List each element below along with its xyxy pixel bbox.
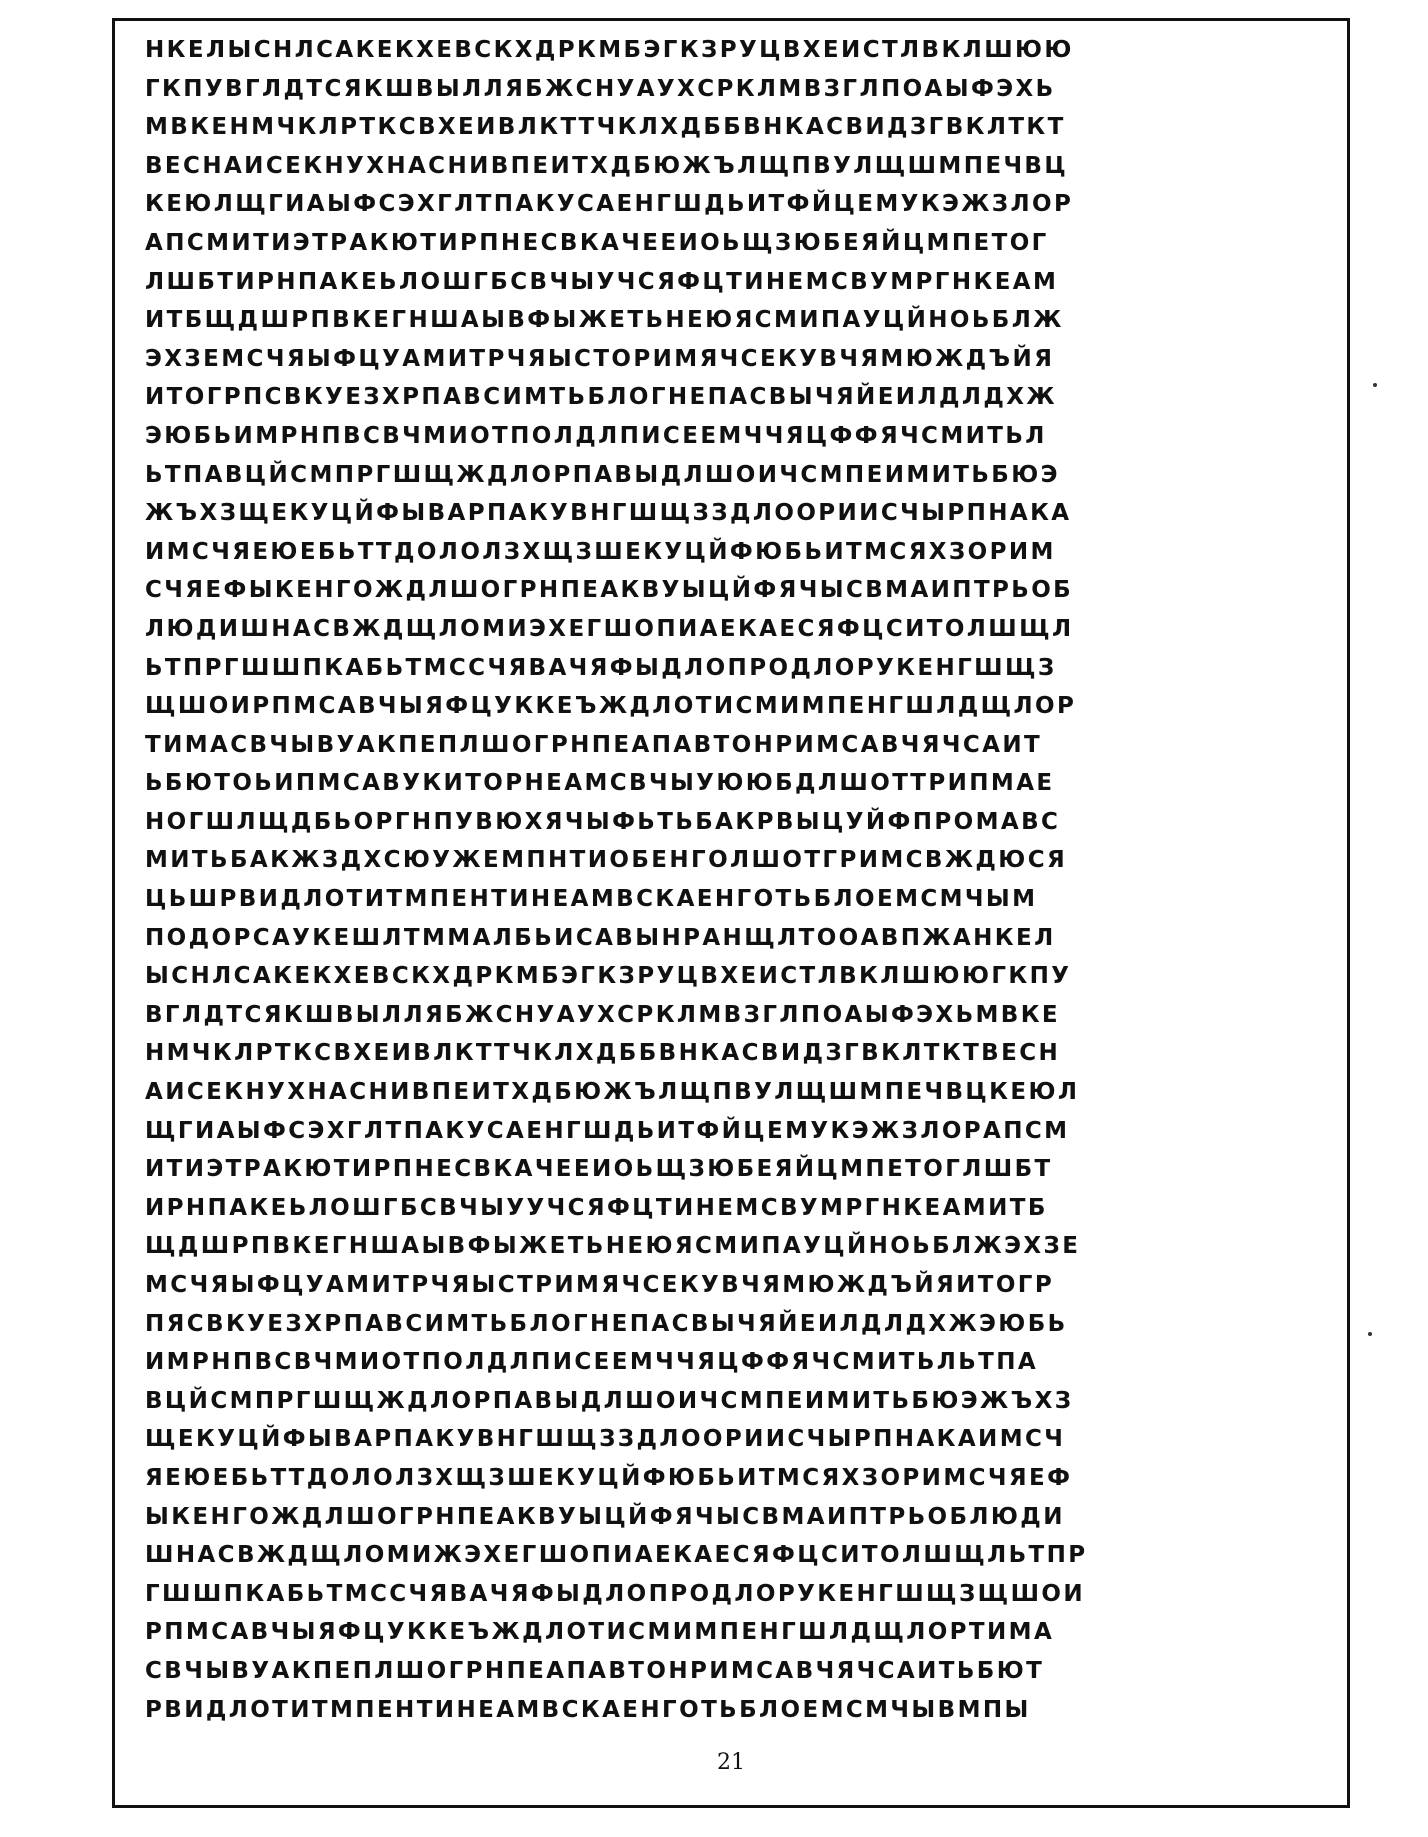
letter-row: ЩШОИРПМСАВЧЫЯФЦУККЕЪЖДЛОТИСМИМПЕНГШЛДЩЛОР — [145, 693, 1077, 720]
letter-row: НКЕЛЫСНЛСАКЕКХЕВСКХДРКМБЭГКЗРУЦВХЕИСТЛВКЛШЮЮ — [145, 37, 1074, 63]
letter-row: ИРНПАКЕЬЛОШГБСВЧЫУУЧСЯФЦТИНЕМСВУМРГНКЕАМИТБ — [145, 1194, 1048, 1221]
letter-row: ЬТПАВЦЙСМПРГШЩЖДЛОРПАВЫДЛШОИЧСМПЕИМИТЬБЮЭ — [145, 461, 1060, 488]
letter-row: ЭЮБЬИМРНПВСВЧМИОТПОЛДЛПИСЕЕМЧЧЯЦФФЯЧСМИТЬЛ — [145, 422, 1047, 449]
letter-row: ИМРНПВСВЧМИОТПОЛДЛПИСЕЕМЧЧЯЦФФЯЧСМИТЬЛЬТПА — [145, 1349, 1039, 1376]
letter-row: ВЦЙСМПРГШЩЖДЛОРПАВЫДЛШОИЧСМПЕИМИТЬБЮЭЖЪХЗ — [145, 1387, 1074, 1414]
letter-row: ТИМАСВЧЫВУАКПЕПЛШОГРНПЕАПАВТОНРИМСАВЧЯЧСАИТ — [145, 731, 1043, 758]
letter-row: ИТИЭТРАКЮТИРПНЕСВКАЧЕЕИОЬЩЗЮБЕЯЙЦМПЕТОГЛШБТ — [145, 1156, 1053, 1183]
letter-row: ЫСНЛСАКЕКХЕВСКХДРКМБЭГКЗРУЦВХЕИСТЛВКЛШЮЮГКПУ — [145, 963, 1072, 990]
letter-row: НОГШЛЩДБЬОРГНПУВЮХЯЧЫФЬТЬБАКРВЫЦУЙФПРОМАВС — [145, 808, 1061, 835]
letter-row: ЭХЗЕМСЧЯЫФЦУАМИТРЧЯЫСТОРИМЯЧСЕКУВЧЯМЮЖДЪЙЯ — [145, 345, 1055, 372]
letter-row: ШНАСВЖДЩЛОМИЖЭХЕГШОПИАЕКАЕСЯФЦСИТОЛШЩЛЬТПР — [145, 1542, 1088, 1569]
page-number: 21 — [717, 1750, 745, 1775]
letter-row: ЦЬШРВИДЛОТИТМПЕНТИНЕАМВСКАЕНГОТЬБЛОЕМСМЧЫМ — [145, 886, 1038, 913]
letter-row: ПЯСВКУЕЗХРПАВСИМТЬБЛОГНЕПАСВЫЧЯЙЕИЛДЛДХЖЭЮБЬ — [145, 1310, 1068, 1337]
letter-row: ЩДШРПВКЕГНШАЫВФЫЖЕТЬНЕЮЯСМИПАУЦЙНОЬБЛЖЭХЗЕ — [145, 1233, 1081, 1260]
letter-row: ЯЕЮЕБЬТТДОЛОЛЗХЩЗШЕКУЦЙФЮБЬИТМСЯХЗОРИМСЧЯЕФ — [145, 1464, 1073, 1491]
letter-row: АИСЕКНУХНАСНИВПЕИТХДБЮЖЪЛЩПВУЛЩШМПЕЧВЦКЕЮЛ — [145, 1079, 1080, 1106]
letter-row: ВГЛДТСЯКШВЫЛЛЯБЖСНУАУХСРКЛМВЗГЛПОАЫФЭХЬМВКЕ — [145, 1001, 1061, 1028]
letter-row: МВКЕНМЧКЛРТКСВХЕИВЛКТТЧКЛХДББВНКАСВИДЗГВКЛТКТ — [145, 114, 1066, 141]
letter-row: МСЧЯЫФЦУАМИТРЧЯЫСТРИМЯЧСЕКУВЧЯМЮЖДЪЙЯИТОГР — [145, 1272, 1055, 1298]
letter-row: ИТОГРПСВКУЕЗХРПАВСИМТЬБЛОГНЕПАСВЫЧЯЙЕИЛДЛДХЖ — [145, 384, 1057, 411]
letter-row: ИМСЧЯЕЮЕБЬТТДОЛОЛЗХЩЗШЕКУЦЙФЮБЬИТМСЯХЗОРИМ — [145, 538, 1056, 565]
stray-mark — [1373, 383, 1377, 387]
letter-row: ВЕСНАИСЕКНУХНАСНИВПЕИТХДБЮЖЪЛЩПВУЛЩШМПЕЧВЦ — [145, 152, 1069, 179]
letter-row: НМЧКЛРТКСВХЕИВЛКТТЧКЛХДББВНКАСВИДЗГВКЛТКТВЕСН — [145, 1040, 1061, 1067]
letter-row: ЖЪХЗЩЕКУЦЙФЫВАРПАКУВНГШЩЗЗДЛООРИИСЧЫРПНАКА — [145, 500, 1072, 527]
letter-grid — [145, 31, 1329, 1729]
letter-row: ЛЮДИШНАСВЖДЩЛОМИЭХЕГШОПИАЕКАЕСЯФЦСИТОЛШЩЛ — [145, 615, 1074, 642]
letter-row: ЫКЕНГОЖДЛШОГРНПЕАКВУЫЦЙФЯЧЫСВМАИПТРЬОБЛЮДИ — [145, 1503, 1065, 1530]
letter-row: СЧЯЕФЫКЕНГОЖДЛШОГРНПЕАКВУЫЦЙФЯЧЫСВМАИПТРЬОБ — [145, 577, 1074, 604]
letter-row: ГШШПКАБЬТМССЧЯВАЧЯФЫДЛОПРОДЛОРУКЕНГШЩЗЩШОИ — [145, 1580, 1085, 1607]
letter-row: ЬБЮТОЬИПМСАВУКИТОРНЕАМСВЧЫУЮЮБДЛШОТТРИПМАЕ — [145, 770, 1055, 797]
letter-row: МИТЬБАКЖЗДХСЮУЖЕМПНТИОБЕНГОЛШОТГРИМСВЖДЮСЯ — [145, 847, 1068, 874]
letter-row: АПСМИТИЭТРАКЮТИРПНЕСВКАЧЕЕИОЬЩЗЮБЕЯЙЦМПЕТОГ — [145, 229, 1049, 256]
letter-row: РВИДЛОТИТМПЕНТИНЕАМВСКАЕНГОТЬБЛОЕМСМЧЫВМПЫ — [145, 1696, 1031, 1723]
letter-row: ЩЕКУЦЙФЫВАРПАКУВНГШЩЗЗДЛООРИИСЧЫРПНАКАИМСЧ — [145, 1426, 1066, 1453]
letter-row: ПОДОРСАУКЕШЛТММАЛБЬИСАВЫНРАНЩЛТООАВПЖАНКЕЛ — [145, 924, 1056, 951]
letter-row: ИТБЩДШРПВКЕГНШАЫВФЫЖЕТЬНЕЮЯСМИПАУЦЙНОЬБЛЖ — [145, 307, 1064, 334]
stray-mark — [1368, 1332, 1372, 1336]
letter-row: РПМСАВЧЫЯФЦУККЕЪЖДЛОТИСМИМПЕНГШЛДЩЛОРТИМА — [145, 1619, 1055, 1646]
page-border — [112, 18, 1350, 1808]
letter-row: ЩГИАЫФСЭХГЛТПАКУСАЕНГШДЬИТФЙЦЕМУКЭЖЗЛОРАПСМ — [145, 1117, 1070, 1144]
letter-row: ЛШБТИРНПАКЕЬЛОШГБСВЧЫУЧСЯФЦТИНЕМСВУМРГНКЕАМ — [145, 268, 1059, 295]
letter-row: СВЧЫВУАКПЕПЛШОГРНПЕАПАВТОНРИМСАВЧЯЧСАИТЬБЮТ — [145, 1657, 1045, 1684]
letter-row: ЬТПРГШШПКАБЬТМССЧЯВАЧЯФЫДЛОПРОДЛОРУКЕНГШЩЗ — [145, 654, 1057, 681]
letter-row: КЕЮЛЩГИАЫФСЭХГЛТПАКУСАЕНГШДЬИТФЙЦЕМУКЭЖЗЛОР — [145, 191, 1074, 218]
letter-row: ГКПУВГЛДТСЯКШВЫЛЛЯБЖСНУАУХСРКЛМВЗГЛПОАЫФЭХЬ — [145, 75, 1056, 102]
